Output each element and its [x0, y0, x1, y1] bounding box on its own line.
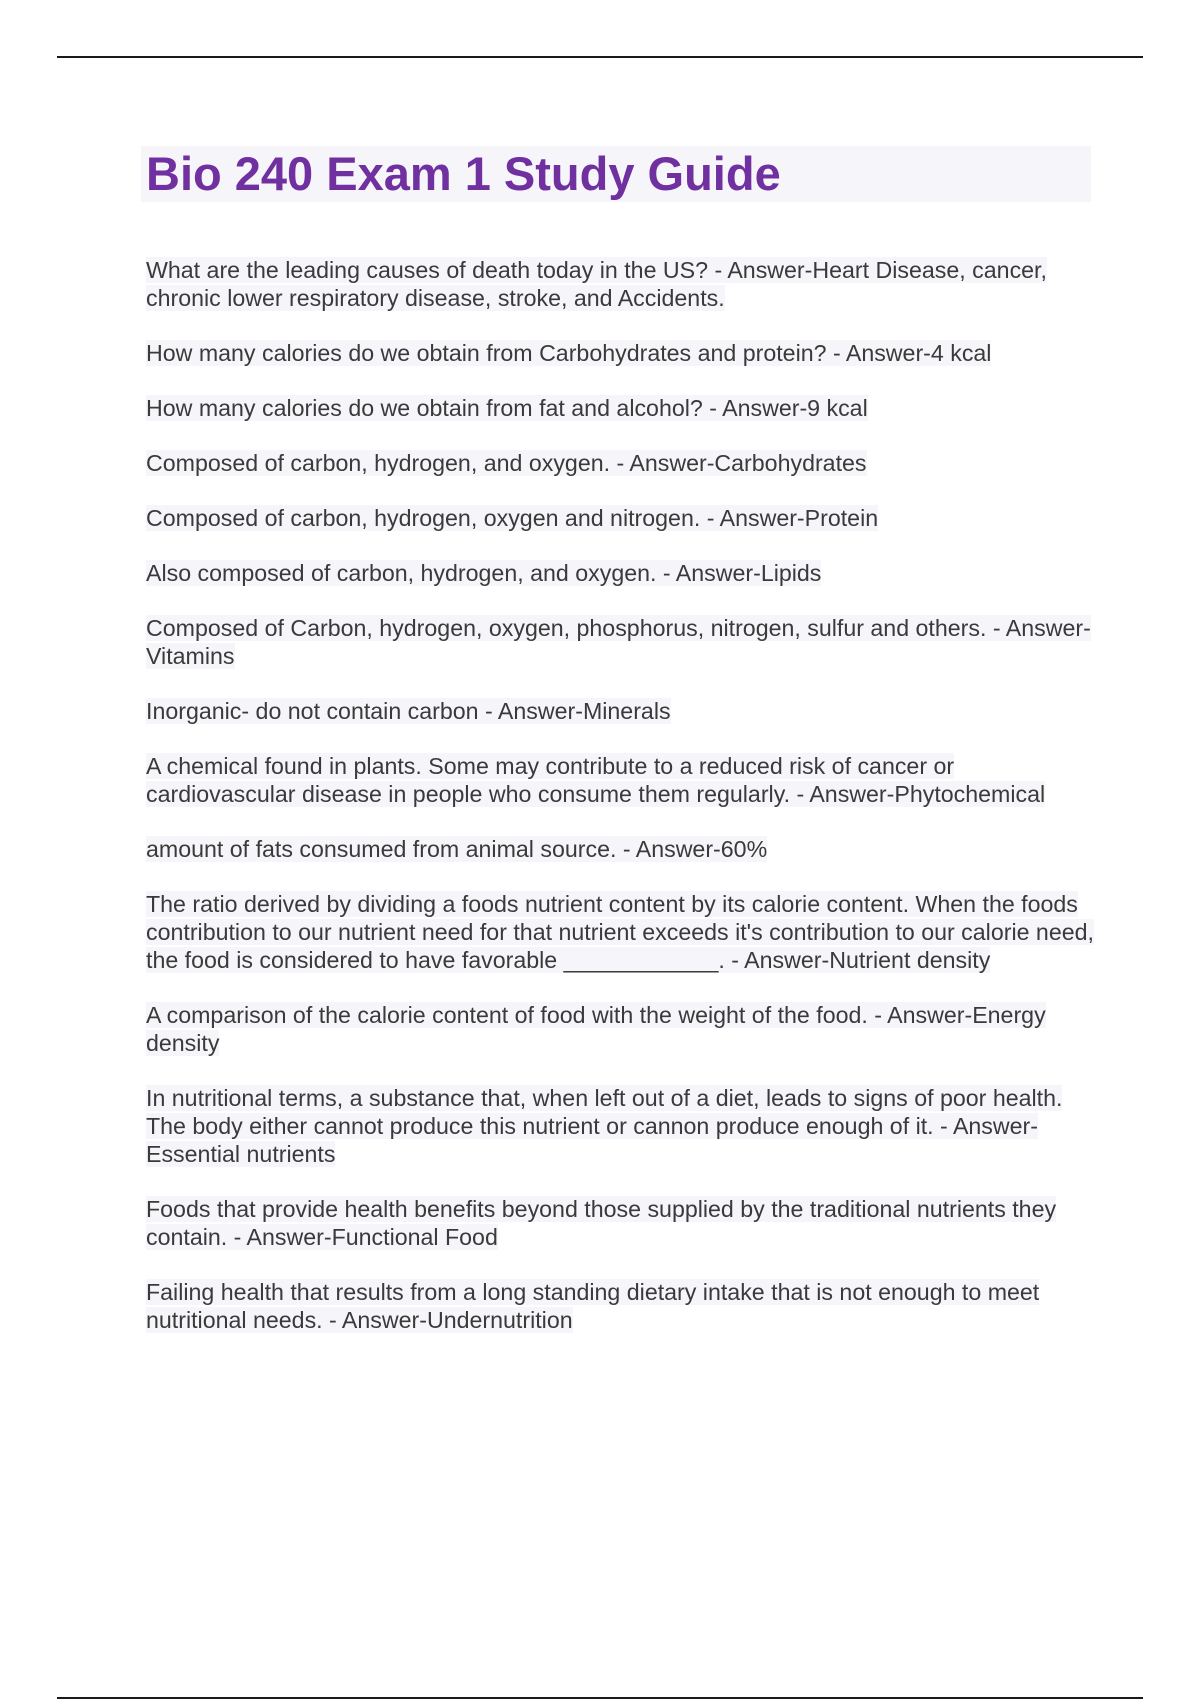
qa-item	[146, 1084, 1096, 1168]
qa-item-text: What are the leading causes of death today in the US? - Answer-Heart Disease, cancer, chronic lower respiratory disease, stroke, and Accidents.	[146, 257, 1047, 311]
qa-item	[146, 1195, 1096, 1251]
qa-item	[146, 1278, 1096, 1334]
qa-item	[146, 835, 1096, 863]
qa-item-text: In nutritional terms, a substance that, when left out of a diet, leads to signs of poor health. The body either cannot produce this nutrient or cannon produce enough of it. - Answer-Essential nutrients	[146, 1085, 1063, 1167]
qa-item	[146, 614, 1096, 670]
header-rule	[57, 56, 1143, 58]
qa-item-text: A chemical found in plants. Some may contribute to a reduced risk of cancer or cardiovascular disease in people who consume them regularly. - Answer-Phytochemical	[146, 753, 1046, 807]
qa-item-text: Foods that provide health benefits beyond those supplied by the traditional nutrients they contain. - Answer-Functional Food	[146, 1196, 1057, 1250]
qa-item-text: The ratio derived by dividing a foods nutrient content by its calorie content. When the foods contribution to our nutrient need for that nutrient exceeds it's contribution to our calorie need, the food is considered to have favorable ____________. - Answer-Nutrient density	[146, 891, 1094, 973]
qa-item	[146, 339, 1096, 367]
qa-item	[146, 504, 1096, 532]
qa-item-text: How many calories do we obtain from Carbohydrates and protein? - Answer-4 kcal	[146, 340, 992, 366]
qa-item	[146, 752, 1096, 808]
qa-item-text: amount of fats consumed from animal source. - Answer-60%	[146, 836, 768, 862]
qa-item	[146, 559, 1096, 587]
page-title: Bio 240 Exam 1 Study Guide	[146, 147, 781, 200]
qa-item-text: Composed of carbon, hydrogen, and oxygen. - Answer-Carbohydrates	[146, 450, 867, 476]
qa-list	[146, 256, 1096, 1361]
qa-item-text: Composed of carbon, hydrogen, oxygen and nitrogen. - Answer-Protein	[146, 505, 879, 531]
qa-item-text: A comparison of the calorie content of food with the weight of the food. - Answer-Energy density	[146, 1002, 1046, 1056]
qa-item-text: Also composed of carbon, hydrogen, and oxygen. - Answer-Lipids	[146, 560, 822, 586]
qa-item	[146, 394, 1096, 422]
qa-item	[146, 890, 1096, 974]
qa-item-text: Failing health that results from a long standing dietary intake that is not enough to meet nutritional needs. - Answer-Undernutrition	[146, 1279, 1040, 1333]
qa-item-text: Inorganic- do not contain carbon - Answer-Minerals	[146, 698, 671, 724]
qa-item-text: Composed of Carbon, hydrogen, oxygen, phosphorus, nitrogen, sulfur and others. - Answer-Vitamins	[146, 615, 1091, 669]
qa-item	[146, 449, 1096, 477]
footer-rule	[57, 1697, 1143, 1699]
qa-item	[146, 256, 1096, 312]
qa-item-text: How many calories do we obtain from fat and alcohol? - Answer-9 kcal	[146, 395, 868, 421]
qa-item	[146, 697, 1096, 725]
qa-item	[146, 1001, 1096, 1057]
